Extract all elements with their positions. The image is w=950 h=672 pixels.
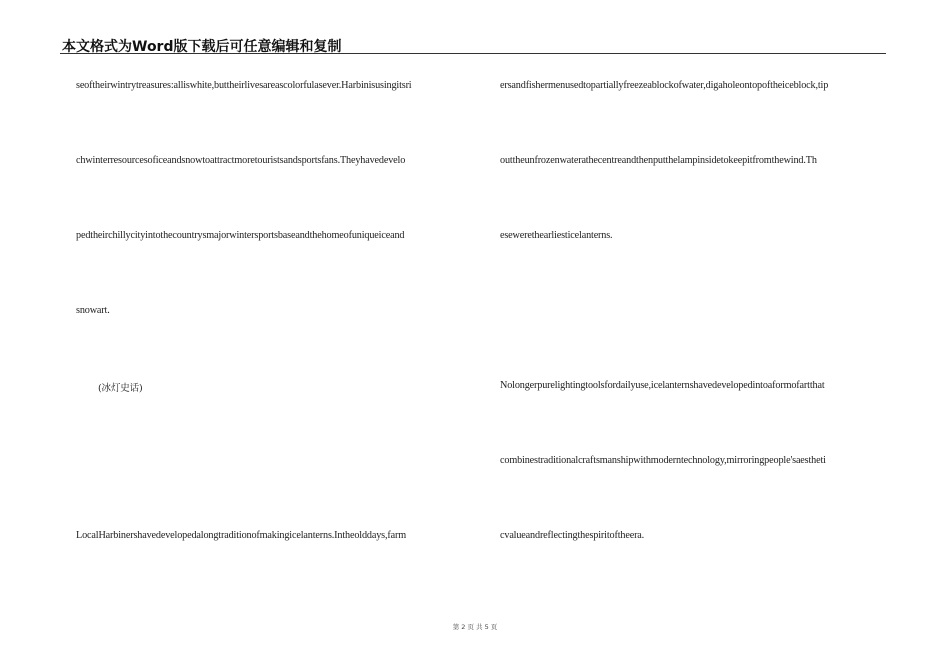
header-divider	[60, 53, 886, 54]
right-line-2: outtheunfrozenwaterathecentreandthenputthelampinsidetokeepitfromthewind.Th	[500, 155, 817, 166]
left-line-1: seoftheirwintrytreasures:alliswhite,buttheirlivesareascolorfulasever.Harbinisusingitsri	[76, 80, 412, 91]
page-header-title: 本文格式为Word版下载后可任意编辑和复制	[62, 39, 342, 55]
right-line-4: Nolongerpurelightingtoolsfordailyuse,icelanternshavedevelopedintoaformofartthat	[500, 380, 825, 391]
section-heading: (冰灯史话)	[98, 383, 143, 394]
right-line-5: combinestraditionalcraftsmanshipwithmoderntechnology,mirroringpeople'saestheti	[500, 455, 826, 466]
page-number-footer: 第 2 页 共 5 页	[452, 623, 498, 631]
left-line-2: chwinterresourcesoficeandsnowtoattractmoretouristsandsportsfans.Theyhavedevelo	[76, 155, 406, 166]
left-line-3: pedtheirchillycityintothecountrysmajorwintersportsbaseandthehomeofuniqueiceand	[76, 230, 405, 241]
right-line-1: ersandfishermenusedtopartiallyfreezeablockofwater,digaholeontopoftheiceblock,tip	[500, 80, 829, 91]
right-line-6: cvalueandreflectingthespiritoftheera.	[500, 530, 645, 541]
right-line-3: esewerethearliesticelanterns.	[500, 230, 613, 241]
left-line-6: LocalHarbinershavedevelopedalongtraditionofmakingicelanterns.Intheolddays,farm	[76, 530, 407, 541]
left-line-4: snowart.	[76, 305, 110, 316]
